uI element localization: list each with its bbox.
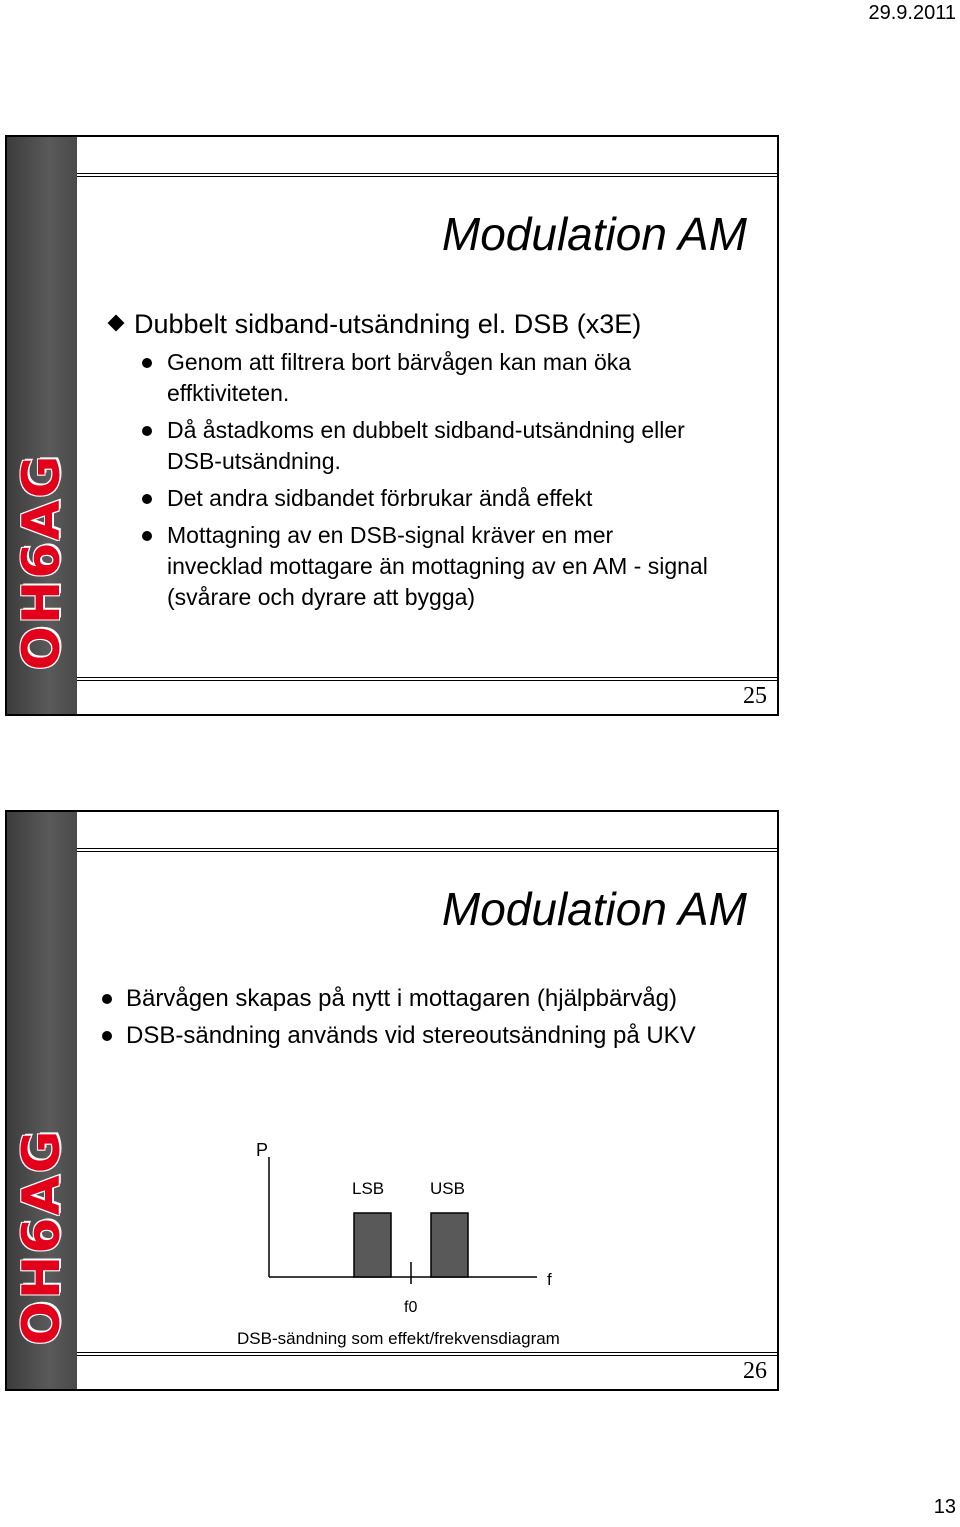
dot-bullet-icon bbox=[102, 994, 112, 1004]
bottom-rule bbox=[77, 1352, 777, 1353]
top-rule bbox=[77, 851, 777, 852]
usb-label: USB bbox=[430, 1179, 465, 1198]
diagram-caption: DSB-sändning som effekt/frekvensdiagram bbox=[237, 1329, 560, 1348]
dot-bullet-icon bbox=[142, 426, 152, 436]
bullet-text: Bärvågen skapas på nytt i mottagaren (hjälpbärvåg) bbox=[126, 985, 677, 1012]
bullet-level-2 bbox=[142, 415, 752, 477]
f0-label: f0 bbox=[404, 1299, 418, 1316]
bottom-rule bbox=[77, 1355, 777, 1356]
bullet-level-2 bbox=[142, 483, 752, 514]
bullet-text: Dubbelt sidband-utsändning el. DSB (x3E) bbox=[134, 309, 642, 339]
slide-26 bbox=[5, 810, 779, 1391]
dot-bullet-icon bbox=[102, 1031, 112, 1041]
bullet-text: Mottagning av en DSB-signal kräver en mer invecklad mottagare än mottagning av en AM - signal (svårare och dyrare att bygga) bbox=[167, 522, 708, 610]
dot-bullet-icon bbox=[142, 531, 152, 541]
y-axis-label: P bbox=[256, 1140, 269, 1160]
bullet-level-1 bbox=[102, 1019, 762, 1052]
bullet-level-1 bbox=[102, 982, 762, 1015]
usb-bar bbox=[431, 1213, 468, 1277]
bottom-rule bbox=[77, 677, 777, 678]
side-bar: OH6AG bbox=[7, 812, 77, 1389]
bullet-level-1 bbox=[102, 307, 752, 341]
slide-25 bbox=[5, 135, 779, 716]
bullet-text: Det andra sidbandet förbrukar ändå effekt bbox=[167, 485, 593, 511]
x-axis-label: f bbox=[547, 1270, 552, 1289]
top-rule bbox=[77, 173, 777, 174]
page-number: 13 bbox=[933, 1496, 956, 1518]
slide-title: Modulation AM bbox=[441, 883, 747, 935]
page-date: 29.9.2011 bbox=[868, 2, 956, 24]
slide-content bbox=[102, 982, 762, 1056]
slide-title: Modulation AM bbox=[441, 208, 747, 260]
bullet-text: Genom att filtrera bort bärvågen kan man öka effktiviteten. bbox=[167, 349, 632, 406]
bullet-text: Då åstadkoms en dubbelt sidband-utsändning eller DSB-utsändning. bbox=[167, 417, 685, 474]
dot-bullet-icon bbox=[142, 358, 152, 368]
dot-bullet-icon bbox=[142, 494, 152, 504]
lsb-bar bbox=[354, 1213, 391, 1277]
bullet-text: DSB-sändning används vid stereoutsändning på UKV bbox=[126, 1022, 696, 1049]
bullet-level-2 bbox=[142, 347, 752, 409]
lsb-label: LSB bbox=[352, 1179, 385, 1198]
top-rule bbox=[77, 176, 777, 177]
bullet-level-2 bbox=[142, 520, 752, 613]
bottom-rule bbox=[77, 680, 777, 681]
slide-content bbox=[102, 307, 752, 619]
dsb-spectrum-diagram bbox=[227, 1122, 647, 1372]
slide-number: 25 bbox=[743, 683, 767, 709]
top-rule bbox=[77, 848, 777, 849]
diamond-bullet-icon bbox=[108, 315, 125, 332]
side-bar: OH6AG bbox=[7, 137, 77, 714]
slide-number: 26 bbox=[743, 1358, 767, 1384]
